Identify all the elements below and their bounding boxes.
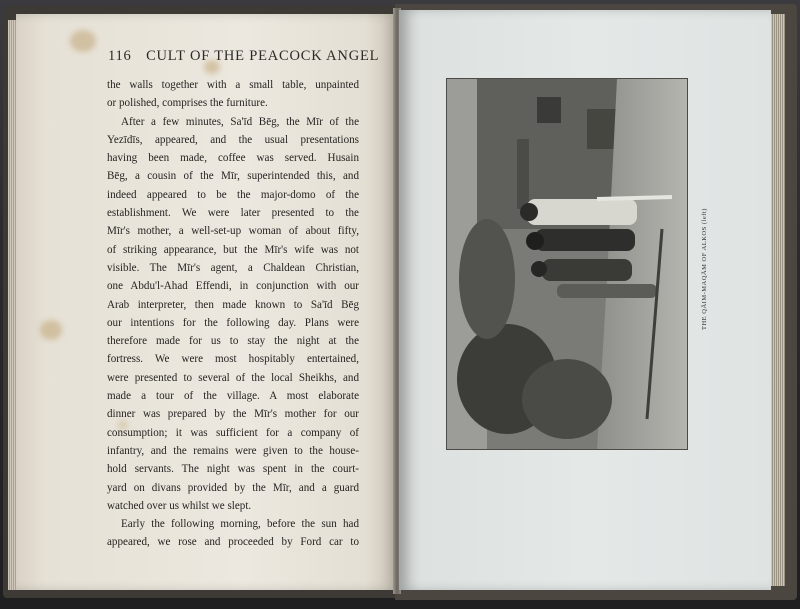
text-line: indeed appeared to be the major-domo of the: [107, 188, 359, 201]
text-line: Early the following morning, before the sun had: [121, 518, 359, 531]
text-line: watched over us whilst we slept.: [107, 499, 252, 512]
text-line: establishment. We were later presented to the: [107, 207, 359, 220]
running-header: [108, 48, 380, 68]
text-line: appeared, we rose and proceeded by Ford car to: [107, 536, 359, 549]
text-line: or polished, comprises the furniture.: [107, 97, 268, 110]
text-line: having been made, coffee was served. Husain: [107, 152, 359, 165]
text-line: were presented to several of the local Sheikhs, and: [107, 371, 359, 384]
plate-photograph: [446, 78, 688, 450]
text-line: Arab interpreter, then made known to Sa'īd Bēg: [107, 298, 359, 311]
photograph-image: [447, 79, 687, 449]
body-text: [107, 76, 359, 552]
text-line: consumption; it was sufficient for a company of: [107, 426, 359, 439]
text-line: After a few minutes, Sa'īd Bēg, the Mīr of the: [121, 115, 359, 128]
text-line: one Abdu'l-Ahad Effendi, in conjunction with our: [107, 280, 359, 293]
text-line: made a tour of the village. A most elaborate: [107, 390, 359, 403]
running-head-title: CULT OF THE PEACOCK ANGEL: [146, 48, 380, 64]
plate-caption: [691, 180, 708, 330]
text-line: infantry, and the remains were given to the house-: [107, 444, 359, 457]
page-edges-right: [771, 14, 785, 586]
page-number: 116: [108, 48, 132, 64]
foxing-stain: [40, 320, 62, 340]
text-line: Mīr's mother, a well-set-up woman of about fifty,: [107, 225, 359, 238]
text-line: dinner was prepared by the Mīr's mother for our: [107, 408, 359, 421]
text-line: fortress. We were most hospitably entertained,: [107, 353, 359, 366]
text-line: Yezīdīs, appeared, and the usual presentations: [107, 133, 359, 146]
text-line: therefore made for us to stay the night at the: [107, 335, 359, 348]
text-line: hold servants. The night was spent in the court-: [107, 463, 359, 476]
text-line: the walls together with a small table, unpainted: [107, 79, 359, 91]
text-line: yard on divans provided by the Mīr, and a guard: [107, 481, 359, 494]
text-line: Bēg, a cousin of the Mīr, superintended this, and: [107, 170, 359, 183]
text-line: visible. The Mīr's agent, a Chaldean Christian,: [107, 261, 359, 274]
text-line: of striking appearance, but the Mīr's wife was not: [107, 243, 359, 256]
foxing-stain: [70, 30, 96, 52]
text-line: our intentions for the following day. Plans were: [107, 316, 359, 329]
plate-caption-text: THE QĀIM-MAQĀM OF ALKOS (left): [701, 208, 708, 330]
